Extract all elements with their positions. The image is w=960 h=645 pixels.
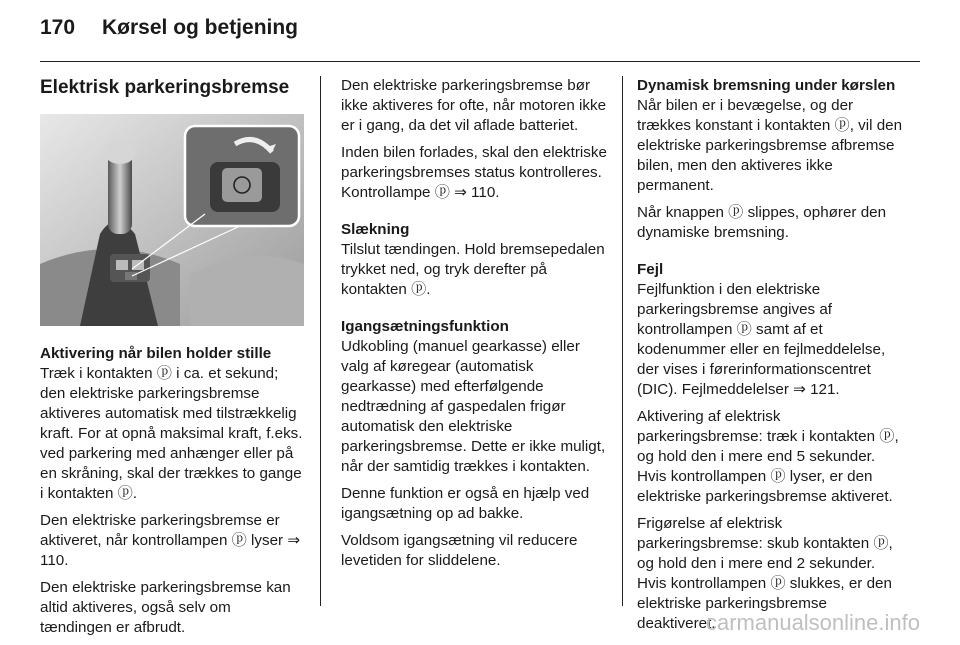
subheading-release: Slækning — [341, 221, 410, 238]
paragraph: Aktivering af elektrisk parkeringsbremse: træk i kontakten ⓟ, og hold den i mere end 5 sekunder. Hvis kontrollampen ⓟ lyser, er den elektriske parkeringsbremse aktiveret. — [637, 408, 899, 505]
paragraph: Inden bilen forlades, skal den elektriske parkeringsbremses status kontrolleres. Kontrollampe ⓟ ⇒ 110. — [341, 144, 607, 201]
watermark: carmanualsonline.info — [705, 610, 920, 635]
paragraph: Frigørelse af elektrisk parkeringsbremse: skub kontakten ⓟ, og hold den i mere end 2 sekunder. Hvis kontrollampen ⓟ slukkes, er den elektriske parkeringsbremse deaktiveret. — [637, 515, 893, 632]
paragraph: Denne funktion er også en hjælp ved igangsætning op ad bakke. — [341, 485, 590, 522]
paragraph: Fejlfunktion i den elektriske parkeringsbremse angives af kontrollampen ⓟ samt af et kodenummer eller en fejlmeddelelse, der vises i førerinformationscentret (DIC). Fejlmeddelelser ⇒ 121. — [637, 281, 886, 398]
paragraph: Når bilen er i bevægelse, og der trækkes konstant i kontakten ⓟ, vil den elektriske parkeringsbremse afbremse bilen, men den aktiveres ikke permanent. — [637, 97, 903, 194]
column-3 — [637, 76, 905, 641]
paragraph: Den elektriske parkeringsbremse bør ikke aktiveres for ofte, når motoren ikke er i gang, da det vil aflade batteriet. — [341, 77, 607, 134]
paragraph: Voldsom igangsætning vil reducere levetiden for sliddelene. — [341, 532, 578, 569]
paragraph: Træk i kontakten ⓟ i ca. et sekund; den elektriske parkeringsbremse aktiveres automatisk med tilstrækkelig kraft. For at opnå maksimal kraft, f.eks. ved parkering med anhænger eller på en skråning, skal der trækkes to gange i kontakten ⓟ. — [40, 365, 303, 502]
subheading-dynamic-braking: Dynamisk bremsning under kørslen — [637, 77, 896, 94]
header-rule — [40, 61, 920, 62]
column-2 — [341, 76, 609, 578]
section-title: Elektrisk parkeringsbremse — [40, 77, 290, 98]
subheading-activation: Aktivering når bilen holder stille — [40, 345, 272, 362]
paragraph: Udkobling (manuel gearkasse) eller valg af køregear (automatisk gearkasse) med efterfølgende nedtrædning af gaspedalen frigør automatisk den elektriske parkeringsbremse. Dette er ikke muligt, når der samtidig trækkes i kontakten. — [341, 338, 606, 475]
paragraph: Når knappen ⓟ slippes, ophører den dynamiske bremsning. — [637, 204, 887, 241]
subheading-drive-away: Igangsætningsfunktion — [341, 318, 509, 335]
paragraph: Tilslut tændingen. Hold bremsepedalen trykket ned, og tryk derefter på kontakten ⓟ. — [341, 241, 605, 298]
paragraph: Den elektriske parkeringsbremse kan altid aktiveres, også selv om tændingen er afbrudt. — [40, 579, 291, 636]
running-title: Kørsel og betjening — [102, 16, 299, 39]
page-header — [40, 16, 298, 52]
column-divider — [622, 76, 623, 606]
column-divider — [320, 76, 321, 606]
column-1 — [40, 76, 306, 645]
parking-brake-photo — [40, 114, 304, 326]
page-number: 170 — [40, 16, 76, 39]
subheading-fault: Fejl — [637, 261, 664, 278]
paragraph: Den elektriske parkeringsbremse er aktiveret, når kontrollampen ⓟ lyser ⇒ 110. — [40, 512, 301, 569]
